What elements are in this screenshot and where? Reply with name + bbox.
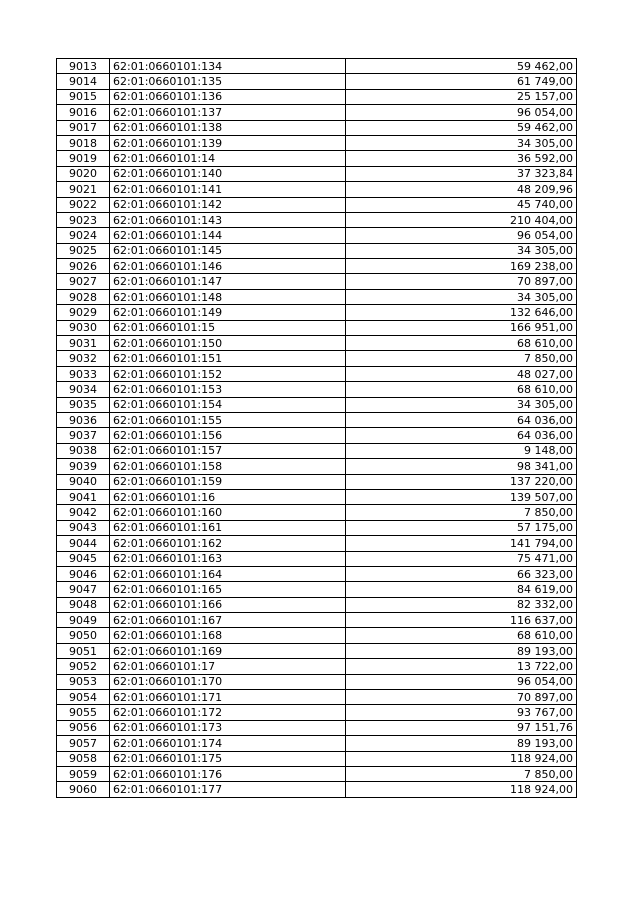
table-row bbox=[57, 751, 577, 766]
cadastral-value-cell: 84 619,00 bbox=[346, 582, 577, 597]
cadastral-number-cell: 62:01:0660101:146 bbox=[110, 259, 346, 274]
cadastral-value-cell: 118 924,00 bbox=[346, 751, 577, 766]
cadastral-number-cell: 62:01:0660101:159 bbox=[110, 474, 346, 489]
cadastral-value-cell: 139 507,00 bbox=[346, 489, 577, 504]
cadastral-number-cell: 62:01:0660101:141 bbox=[110, 182, 346, 197]
cadastral-value-cell: 34 305,00 bbox=[346, 397, 577, 412]
row-number-cell: 9013 bbox=[57, 59, 110, 74]
row-number-cell: 9056 bbox=[57, 720, 110, 735]
table-row bbox=[57, 690, 577, 705]
cadastral-number-cell: 62:01:0660101:167 bbox=[110, 613, 346, 628]
table-row bbox=[57, 782, 577, 797]
cadastral-number-cell: 62:01:0660101:137 bbox=[110, 105, 346, 120]
row-number-cell: 9030 bbox=[57, 320, 110, 335]
table-row bbox=[57, 74, 577, 89]
cadastral-number-cell: 62:01:0660101:171 bbox=[110, 690, 346, 705]
row-number-cell: 9036 bbox=[57, 412, 110, 427]
cadastral-value-cell: 34 305,00 bbox=[346, 135, 577, 150]
cadastral-value-cell: 68 610,00 bbox=[346, 336, 577, 351]
cadastral-value-cell: 118 924,00 bbox=[346, 782, 577, 797]
table-row bbox=[57, 674, 577, 689]
table-row bbox=[57, 228, 577, 243]
cadastral-number-cell: 62:01:0660101:173 bbox=[110, 720, 346, 735]
row-number-cell: 9025 bbox=[57, 243, 110, 258]
cadastral-number-cell: 62:01:0660101:154 bbox=[110, 397, 346, 412]
cadastral-number-cell: 62:01:0660101:170 bbox=[110, 674, 346, 689]
cadastral-number-cell: 62:01:0660101:134 bbox=[110, 59, 346, 74]
table-row bbox=[57, 89, 577, 104]
table-row bbox=[57, 505, 577, 520]
row-number-cell: 9047 bbox=[57, 582, 110, 597]
row-number-cell: 9029 bbox=[57, 305, 110, 320]
cadastral-value-cell: 7 850,00 bbox=[346, 351, 577, 366]
table-row bbox=[57, 259, 577, 274]
cadastral-value-cell: 59 462,00 bbox=[346, 59, 577, 74]
cadastral-number-cell: 62:01:0660101:161 bbox=[110, 520, 346, 535]
table-row bbox=[57, 197, 577, 212]
cadastral-number-cell: 62:01:0660101:166 bbox=[110, 597, 346, 612]
row-number-cell: 9037 bbox=[57, 428, 110, 443]
table-row bbox=[57, 489, 577, 504]
cadastral-number-cell: 62:01:0660101:139 bbox=[110, 135, 346, 150]
row-number-cell: 9034 bbox=[57, 382, 110, 397]
table-row bbox=[57, 274, 577, 289]
row-number-cell: 9059 bbox=[57, 766, 110, 781]
table-row bbox=[57, 474, 577, 489]
row-number-cell: 9055 bbox=[57, 705, 110, 720]
cadastral-value-cell: 166 951,00 bbox=[346, 320, 577, 335]
cadastral-value-cell: 96 054,00 bbox=[346, 105, 577, 120]
table-row bbox=[57, 613, 577, 628]
cadastral-value-cell: 132 646,00 bbox=[346, 305, 577, 320]
cadastral-value-cell: 37 323,84 bbox=[346, 166, 577, 181]
cadastral-value-cell: 96 054,00 bbox=[346, 674, 577, 689]
table-row bbox=[57, 659, 577, 674]
cadastral-number-cell: 62:01:0660101:163 bbox=[110, 551, 346, 566]
cadastral-number-cell: 62:01:0660101:17 bbox=[110, 659, 346, 674]
table-row bbox=[57, 305, 577, 320]
table-row bbox=[57, 459, 577, 474]
cadastral-value-cell: 13 722,00 bbox=[346, 659, 577, 674]
cadastral-number-cell: 62:01:0660101:150 bbox=[110, 336, 346, 351]
cadastral-number-cell: 62:01:0660101:168 bbox=[110, 628, 346, 643]
row-number-cell: 9054 bbox=[57, 690, 110, 705]
cadastral-number-cell: 62:01:0660101:153 bbox=[110, 382, 346, 397]
cadastral-number-cell: 62:01:0660101:177 bbox=[110, 782, 346, 797]
row-number-cell: 9033 bbox=[57, 366, 110, 381]
table-row bbox=[57, 182, 577, 197]
row-number-cell: 9024 bbox=[57, 228, 110, 243]
row-number-cell: 9042 bbox=[57, 505, 110, 520]
row-number-cell: 9053 bbox=[57, 674, 110, 689]
cadastral-number-cell: 62:01:0660101:136 bbox=[110, 89, 346, 104]
cadastral-value-cell: 34 305,00 bbox=[346, 289, 577, 304]
table-row bbox=[57, 443, 577, 458]
cadastral-value-cell: 98 341,00 bbox=[346, 459, 577, 474]
cadastral-value-cell: 7 850,00 bbox=[346, 505, 577, 520]
cadastral-value-cell: 93 767,00 bbox=[346, 705, 577, 720]
table-row bbox=[57, 120, 577, 135]
row-number-cell: 9057 bbox=[57, 736, 110, 751]
cadastral-value-cell: 61 749,00 bbox=[346, 74, 577, 89]
row-number-cell: 9015 bbox=[57, 89, 110, 104]
cadastral-number-cell: 62:01:0660101:172 bbox=[110, 705, 346, 720]
cadastral-number-cell: 62:01:0660101:174 bbox=[110, 736, 346, 751]
table-row bbox=[57, 705, 577, 720]
cadastral-number-cell: 62:01:0660101:156 bbox=[110, 428, 346, 443]
row-number-cell: 9044 bbox=[57, 536, 110, 551]
cadastral-number-cell: 62:01:0660101:160 bbox=[110, 505, 346, 520]
table-row bbox=[57, 597, 577, 612]
row-number-cell: 9058 bbox=[57, 751, 110, 766]
row-number-cell: 9043 bbox=[57, 520, 110, 535]
row-number-cell: 9038 bbox=[57, 443, 110, 458]
row-number-cell: 9014 bbox=[57, 74, 110, 89]
table-row bbox=[57, 320, 577, 335]
cadastral-number-cell: 62:01:0660101:145 bbox=[110, 243, 346, 258]
cadastral-number-cell: 62:01:0660101:152 bbox=[110, 366, 346, 381]
table-row bbox=[57, 412, 577, 427]
cadastral-value-cell: 68 610,00 bbox=[346, 382, 577, 397]
cadastral-number-cell: 62:01:0660101:15 bbox=[110, 320, 346, 335]
cadastral-value-cell: 45 740,00 bbox=[346, 197, 577, 212]
row-number-cell: 9017 bbox=[57, 120, 110, 135]
cadastral-value-cell: 141 794,00 bbox=[346, 536, 577, 551]
row-number-cell: 9022 bbox=[57, 197, 110, 212]
table-row bbox=[57, 135, 577, 150]
cadastral-number-cell: 62:01:0660101:147 bbox=[110, 274, 346, 289]
table-row bbox=[57, 336, 577, 351]
row-number-cell: 9027 bbox=[57, 274, 110, 289]
row-number-cell: 9020 bbox=[57, 166, 110, 181]
cadastral-number-cell: 62:01:0660101:144 bbox=[110, 228, 346, 243]
cadastral-value-cell: 96 054,00 bbox=[346, 228, 577, 243]
table-row bbox=[57, 520, 577, 535]
cadastral-value-cell: 48 027,00 bbox=[346, 366, 577, 381]
table-row bbox=[57, 166, 577, 181]
row-number-cell: 9052 bbox=[57, 659, 110, 674]
cadastral-number-cell: 62:01:0660101:175 bbox=[110, 751, 346, 766]
table-row bbox=[57, 59, 577, 74]
cadastral-value-cell: 169 238,00 bbox=[346, 259, 577, 274]
row-number-cell: 9031 bbox=[57, 336, 110, 351]
row-number-cell: 9016 bbox=[57, 105, 110, 120]
cadastral-value-cell: 210 404,00 bbox=[346, 212, 577, 227]
row-number-cell: 9049 bbox=[57, 613, 110, 628]
cadastral-value-cell: 89 193,00 bbox=[346, 736, 577, 751]
table-body bbox=[57, 59, 577, 798]
cadastral-value-table bbox=[56, 58, 577, 798]
cadastral-value-cell: 64 036,00 bbox=[346, 412, 577, 427]
cadastral-value-cell: 75 471,00 bbox=[346, 551, 577, 566]
table-row bbox=[57, 212, 577, 227]
cadastral-number-cell: 62:01:0660101:158 bbox=[110, 459, 346, 474]
table-row bbox=[57, 566, 577, 581]
table-row bbox=[57, 151, 577, 166]
cadastral-value-cell: 25 157,00 bbox=[346, 89, 577, 104]
cadastral-value-cell: 89 193,00 bbox=[346, 643, 577, 658]
cadastral-number-cell: 62:01:0660101:135 bbox=[110, 74, 346, 89]
cadastral-number-cell: 62:01:0660101:138 bbox=[110, 120, 346, 135]
cadastral-number-cell: 62:01:0660101:165 bbox=[110, 582, 346, 597]
row-number-cell: 9019 bbox=[57, 151, 110, 166]
cadastral-number-cell: 62:01:0660101:14 bbox=[110, 151, 346, 166]
row-number-cell: 9028 bbox=[57, 289, 110, 304]
row-number-cell: 9035 bbox=[57, 397, 110, 412]
cadastral-value-cell: 116 637,00 bbox=[346, 613, 577, 628]
row-number-cell: 9051 bbox=[57, 643, 110, 658]
table-row bbox=[57, 105, 577, 120]
table-row bbox=[57, 536, 577, 551]
cadastral-value-cell: 70 897,00 bbox=[346, 690, 577, 705]
cadastral-value-cell: 70 897,00 bbox=[346, 274, 577, 289]
table-row bbox=[57, 366, 577, 381]
table-row bbox=[57, 766, 577, 781]
table-row bbox=[57, 351, 577, 366]
table-row bbox=[57, 551, 577, 566]
cadastral-value-cell: 82 332,00 bbox=[346, 597, 577, 612]
cadastral-number-cell: 62:01:0660101:142 bbox=[110, 197, 346, 212]
table-row bbox=[57, 382, 577, 397]
cadastral-value-cell: 34 305,00 bbox=[346, 243, 577, 258]
table-row bbox=[57, 736, 577, 751]
row-number-cell: 9026 bbox=[57, 259, 110, 274]
cadastral-number-cell: 62:01:0660101:151 bbox=[110, 351, 346, 366]
row-number-cell: 9045 bbox=[57, 551, 110, 566]
row-number-cell: 9021 bbox=[57, 182, 110, 197]
cadastral-value-cell: 59 462,00 bbox=[346, 120, 577, 135]
row-number-cell: 9032 bbox=[57, 351, 110, 366]
cadastral-value-cell: 7 850,00 bbox=[346, 766, 577, 781]
row-number-cell: 9039 bbox=[57, 459, 110, 474]
row-number-cell: 9048 bbox=[57, 597, 110, 612]
row-number-cell: 9060 bbox=[57, 782, 110, 797]
table-row bbox=[57, 720, 577, 735]
table-row bbox=[57, 643, 577, 658]
cadastral-number-cell: 62:01:0660101:140 bbox=[110, 166, 346, 181]
cadastral-value-cell: 57 175,00 bbox=[346, 520, 577, 535]
cadastral-number-cell: 62:01:0660101:169 bbox=[110, 643, 346, 658]
table-row bbox=[57, 289, 577, 304]
row-number-cell: 9018 bbox=[57, 135, 110, 150]
cadastral-number-cell: 62:01:0660101:155 bbox=[110, 412, 346, 427]
cadastral-number-cell: 62:01:0660101:176 bbox=[110, 766, 346, 781]
document-page bbox=[56, 58, 577, 798]
row-number-cell: 9046 bbox=[57, 566, 110, 581]
cadastral-number-cell: 62:01:0660101:16 bbox=[110, 489, 346, 504]
cadastral-value-cell: 137 220,00 bbox=[346, 474, 577, 489]
row-number-cell: 9023 bbox=[57, 212, 110, 227]
cadastral-value-cell: 68 610,00 bbox=[346, 628, 577, 643]
table-row bbox=[57, 582, 577, 597]
row-number-cell: 9040 bbox=[57, 474, 110, 489]
cadastral-value-cell: 36 592,00 bbox=[346, 151, 577, 166]
cadastral-value-cell: 66 323,00 bbox=[346, 566, 577, 581]
row-number-cell: 9050 bbox=[57, 628, 110, 643]
cadastral-number-cell: 62:01:0660101:162 bbox=[110, 536, 346, 551]
cadastral-number-cell: 62:01:0660101:157 bbox=[110, 443, 346, 458]
cadastral-number-cell: 62:01:0660101:143 bbox=[110, 212, 346, 227]
cadastral-number-cell: 62:01:0660101:148 bbox=[110, 289, 346, 304]
cadastral-number-cell: 62:01:0660101:149 bbox=[110, 305, 346, 320]
table-row bbox=[57, 243, 577, 258]
cadastral-value-cell: 9 148,00 bbox=[346, 443, 577, 458]
cadastral-value-cell: 97 151,76 bbox=[346, 720, 577, 735]
cadastral-value-cell: 64 036,00 bbox=[346, 428, 577, 443]
table-row bbox=[57, 628, 577, 643]
table-row bbox=[57, 428, 577, 443]
cadastral-number-cell: 62:01:0660101:164 bbox=[110, 566, 346, 581]
row-number-cell: 9041 bbox=[57, 489, 110, 504]
table-row bbox=[57, 397, 577, 412]
cadastral-value-cell: 48 209,96 bbox=[346, 182, 577, 197]
